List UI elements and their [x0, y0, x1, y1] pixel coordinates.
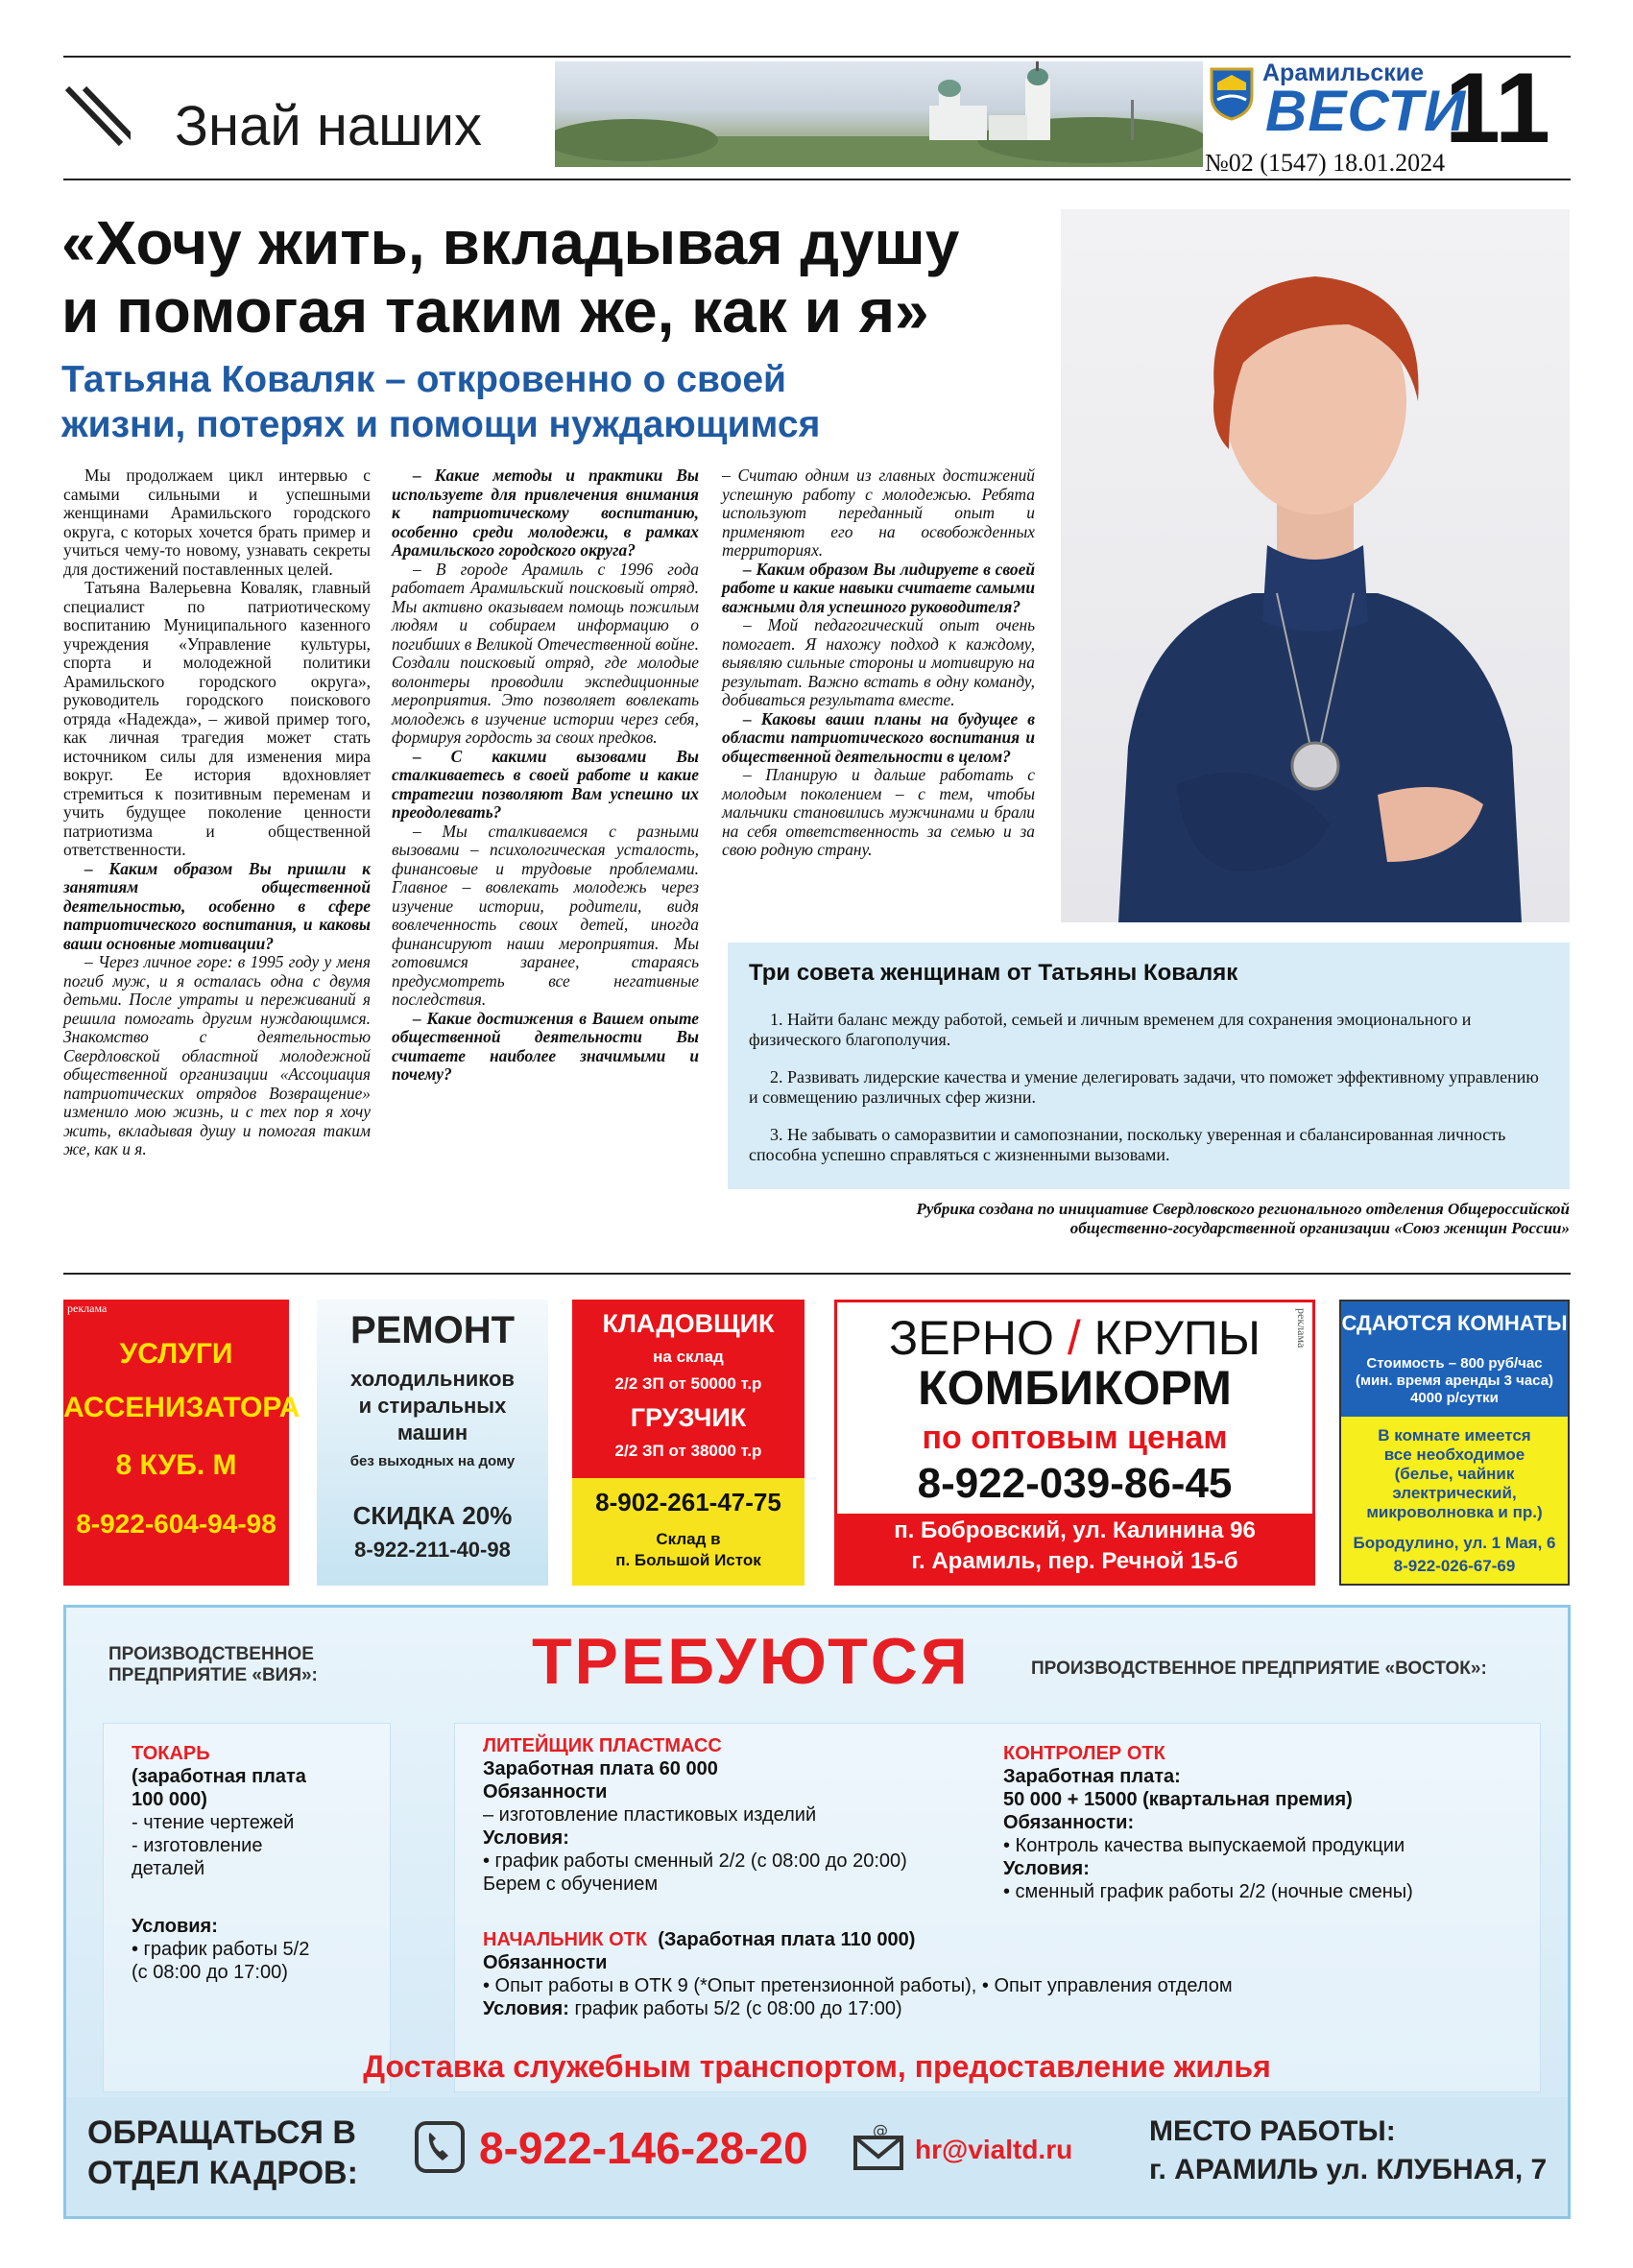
ad5-title: СДАЮТСЯ КОМНАТЫ: [1341, 1311, 1568, 1335]
nach-cond1: график работы 5/2 (с 08:00 до 17:00): [574, 1998, 902, 2019]
ad2-phone: 8-922-211-40-98: [354, 1538, 511, 1562]
ad4-address1: п. Бобровский, ул. Калинина 96: [894, 1517, 1256, 1543]
article-title-line1: «Хочу жить, вкладывая душу: [61, 208, 960, 277]
ad3-line5: п. Большой Исток: [615, 1551, 761, 1569]
answer-1: – Через личное горе: в 1995 году у меня погиб муж, и я осталась одна с двумя детьми. После утраты и переживаний я решила помогать другим нуждающимся. Знакомство с деятельностью Свердловской областной молодежной общественной организации «Ассоциация патриотических отрядов Возвращение» изменило мою жизнь, и с тех пор я хочу жить, вкладывая душу и помогая таким же, как и я.: [63, 952, 371, 1158]
tokar-cond2: (с 08:00 до 17:00): [132, 1962, 288, 1983]
ad4-cereals: КРУПЫ: [1093, 1311, 1261, 1365]
tip-2: 2. Развивать лидерские качества и умение делегировать задачи, что поможет эффективному управлению и совмещению различных сфер жизни.: [749, 1067, 1539, 1107]
ad3-title1: КЛАДОВЩИК: [602, 1309, 775, 1338]
ad2-line3: машин: [396, 1420, 468, 1444]
ad4-grain: ЗЕРНО: [889, 1311, 1054, 1365]
tips-title: Три совета женщинам от Татьяны Коваляк: [749, 960, 1238, 986]
company-right: ПРОИЗВОДСТВЕННОЕ ПРЕДПРИЯТИЕ «ВОСТОК»:: [1031, 1659, 1487, 1679]
ad1-line3: 8 КУБ. М: [115, 1449, 237, 1481]
article-column-2: [392, 466, 699, 1085]
kontr-salary-label: Заработная плата:: [1003, 1766, 1181, 1787]
ad2-line4: без выходных на дому: [349, 1453, 516, 1469]
ad4-phone: 8-922-039-86-45: [917, 1460, 1233, 1507]
tokar-cond1: • график работы 5/2: [132, 1939, 310, 1960]
kontr-cond: Условия:: [1003, 1858, 1090, 1879]
lit-duties: Обязанности: [483, 1781, 608, 1802]
tokar-salary2: 100 000): [132, 1789, 207, 1810]
rubric-slashes-icon: [63, 84, 131, 148]
woman-portrait-icon: [1061, 209, 1570, 922]
issue-info: №02 (1547) 18.01.2024: [1205, 149, 1446, 177]
nach-duty1: • Опыт работы в ОТК 9 (*Опыт претензионной работы), • Опыт управления отделом: [483, 1975, 1233, 1996]
ad3-line3: 2/2 ЗП от 38000 т.р: [614, 1442, 762, 1460]
ad4-label: реклама: [1295, 1308, 1309, 1349]
ad4-title1: [837, 1310, 1312, 1366]
answer-6: – Планирую и дальше работать с молодым поколением – с тем, чтобы мальчики становились мужчинами и брали на себя ответственность за семью и за свою родную страну.: [722, 765, 1035, 859]
article-column-1: [63, 466, 371, 1159]
answer-3: – Мы сталкиваемся с разными вызовами – психологическая усталость, финансовые и трудовые проблемами. Главное – вовлекать молодежь через изучение истории, родители, видя вовлеченность своих детей, иногда финансируют наши мероприятия. Мы готовимся заранее, стараясь предусмотреть все негативные последствия.: [392, 821, 699, 1009]
answer-2: – В городе Арамиль с 1996 года работает Арамильский поисковый отряд. Мы активно оказываем помощь пожилым людям и собираем информацию о погибших в Великой Отечественной войне. Создали поисковый отряд, где молодые волонтеры проводили экспедиционные мероприятия. Это позволяет вовлекать молодежь в изучение истории через себя, формируя гордость за своих предков.: [392, 559, 699, 747]
ad3-title2: ГРУЗЧИК: [630, 1403, 747, 1432]
ad1-line2: АССЕНИЗАТОРА: [63, 1392, 300, 1423]
answer-5: – Мой педагогический опыт очень помогает. Я нахожу подход к каждому, выявляю сильные стороны и мотивирую на результат. Важно встать в одну команду, добиваться результата вместе.: [722, 615, 1035, 709]
company-left: [108, 1644, 318, 1686]
ad-label: реклама: [67, 1301, 108, 1315]
ad2-line1: холодильников: [350, 1367, 515, 1391]
answer-4: – Считаю одним из главных достижений успешную работу с молодежью. Ребята используют переданный опыт и применяют его на освобожденных территориях.: [722, 466, 1035, 560]
nach-title: НАЧАЛЬНИК ОТК: [483, 1929, 648, 1950]
ad-appliance-repair: [317, 1300, 548, 1586]
church-skyline-icon: [555, 61, 1203, 167]
kontr-duty1: • Контроль качества выпускаемой продукции: [1003, 1835, 1405, 1856]
company-left-line2: ПРЕДПРИЯТИЕ «ВИЯ»:: [108, 1665, 318, 1685]
email-icon: [852, 2122, 905, 2172]
ad5-desc5: микроволновка и пр.): [1366, 1503, 1543, 1521]
tokar-cond: Условия:: [132, 1916, 218, 1937]
ad3-line1: на склад: [653, 1348, 724, 1366]
intro-paragraph: Мы продолжаем цикл интервью с самыми сильными и успешными женщинами Арамильского городского округа, с которых хочется брать пример и учиться чему-то новому, узнавать секреты для достижений поставленных целей.: [63, 466, 371, 579]
ad3-line2: 2/2 ЗП от 50000 т.р: [614, 1374, 762, 1393]
job-kontroler: [1003, 1742, 1413, 1903]
work-place: [1149, 2113, 1547, 2189]
ad5-price3: 4000 р/сутки: [1410, 1390, 1499, 1406]
nach-cond: Условия:: [483, 1998, 569, 2019]
tips-box: [728, 943, 1570, 1189]
phone-icon: [414, 2120, 466, 2174]
ad5-desc3: (белье, чайник: [1394, 1465, 1515, 1483]
ad5-price2: (мин. время аренды 3 часа): [1355, 1373, 1554, 1389]
ad3-line4: Склад в: [656, 1530, 721, 1548]
question-2: – Какие методы и практики Вы используете для привлечения внимания к патриотическому воспитанию, особенно среди молодежи, в рамках Арамильского городского округа?: [392, 466, 699, 560]
question-3: – С какими вызовами Вы сталкиваетесь в своей работе и какие стратегии позволяют Вам успешно их преодолевать?: [392, 746, 699, 822]
nach-duties: Обязанности: [483, 1952, 608, 1973]
article-subtitle: [61, 357, 1050, 447]
jobs-ad: [63, 1605, 1571, 2219]
tokar-title: ТОКАРЬ: [132, 1743, 210, 1764]
question-1: – Каким образом Вы пришли к занятиям общественной деятельностью, особенно в сфере патриотического воспитания, и каковы ваши основные мотивации?: [63, 858, 371, 953]
ad4-wholesale: по оптовым ценам: [922, 1420, 1228, 1456]
header-landscape-image: [555, 61, 1203, 167]
contact-line1: ОБРАЩАТЬСЯ В: [87, 2114, 356, 2151]
job-liteyshik: [483, 1734, 907, 1896]
nach-salary: (Заработная плата 110 000): [658, 1929, 916, 1950]
ad5-price1: Стоимость – 800 руб/час: [1366, 1355, 1543, 1372]
ad4-slash: /: [1067, 1311, 1081, 1365]
ad5-address: Бородулино, ул. 1 Мая, 6: [1353, 1534, 1556, 1552]
ad2-discount: СКИДКА 20%: [352, 1501, 513, 1530]
ad-grain-feed: [834, 1300, 1315, 1586]
delivery-note: Доставка служебным транспортом, предоставление жилья: [363, 2049, 1271, 2084]
credit-line1: Рубрика создана по инициативе Свердловского регионального отделения Общероссийской: [916, 1200, 1570, 1218]
tip-1: 1. Найти баланс между работой, семьей и личным временем для сохранения эмоционального и физического благополучия.: [749, 1010, 1472, 1049]
ad5-phone: 8-922-026-67-69: [1393, 1557, 1516, 1575]
kontr-title: КОНТРОЛЕР ОТК: [1003, 1743, 1165, 1764]
tokar-duty1: - чтение чертежей: [132, 1812, 295, 1833]
lit-salary: Заработная плата 60 000: [483, 1758, 718, 1779]
credit-line2: общественно-государственной организации «Союз женщин России»: [1069, 1219, 1570, 1237]
town-crest-icon: [1208, 61, 1256, 121]
rubric-credit: [739, 1200, 1570, 1238]
lit-duty1: – изготовление пластиковых изделий: [483, 1804, 817, 1826]
tokar-duty3: деталей: [132, 1858, 205, 1879]
portrait-photo: [1061, 209, 1570, 922]
ad3-phone: 8-902-261-47-75: [595, 1488, 781, 1516]
tip-3: 3. Не забывать о саморазвитии и самопознании, поскольку уверенная и сбалансированная личность способна успешно справляться с жизненными вызовами.: [749, 1125, 1506, 1164]
ad-sewage-service: [63, 1300, 300, 1586]
bio-paragraph: Татьяна Валерьевна Коваляк, главный специалист по патриотическому воспитанию Муниципального казенного учреждения «Управление культуры, спорта и молодежной политики Арамильского городского округа», руководитель городского поискового отряда «Надежда», – живой пример того, как личная трагедия может стать источником силы для изменения мира вокруг. Ее история вдохновляет стремиться к позитивным переменам и учить будущее поколение ценности патриотизма и общественной ответственности.: [63, 578, 371, 859]
ad4-title2: КОМБИКОРМ: [918, 1361, 1232, 1415]
place-line1: МЕСТО РАБОТЫ:: [1149, 2115, 1396, 2147]
ad5-desc4: электрический,: [1392, 1484, 1517, 1502]
svg-text:@: @: [873, 2122, 888, 2139]
article-title-line2: и помогая таким же, как и я»: [61, 276, 929, 346]
ad2-line2: и стиральных: [358, 1394, 507, 1418]
lit-cond1: • график работы сменный 2/2 (с 08:00 до 20:00): [483, 1850, 907, 1872]
header-bottom-rule: [63, 179, 1571, 180]
kontr-cond1: • сменный график работы 2/2 (ночные смены): [1003, 1881, 1413, 1902]
ad1-line1: УСЛУГИ: [119, 1338, 233, 1370]
ads-top-rule: [63, 1273, 1571, 1275]
question-5: – Каким образом Вы лидируете в своей работе и какие навыки считаете самыми важными для успешного руководителя?: [722, 559, 1035, 616]
ad2-title: РЕМОНТ: [349, 1309, 516, 1351]
logo-top-text: Арамильские: [1262, 60, 1425, 86]
article-subtitle-line1: Татьяна Коваляк – откровенно о своей: [61, 359, 786, 400]
tokar-salary1: (заработная плата: [132, 1766, 306, 1787]
ad4-address2: г. Арамиль, пер. Речной 15-б: [911, 1548, 1238, 1574]
tokar-duty2: - изготовление: [132, 1835, 263, 1856]
page-number: 11: [1445, 53, 1550, 164]
job-tokar: [132, 1742, 309, 1984]
ad5-desc2: все необходимое: [1383, 1445, 1525, 1464]
question-6: – Каковы ваши планы на будущее в области патриотического воспитания и общественной деятельности в целом?: [722, 708, 1035, 766]
ad5-desc1: В комнате имеется: [1378, 1426, 1531, 1444]
article-title: [61, 209, 1050, 346]
hr-phone[interactable]: 8-922-146-28-20: [479, 2123, 808, 2173]
rubric-title: Знай наших: [175, 95, 483, 157]
ad-warehouse-jobs: [572, 1300, 804, 1586]
logo-main-text: ВЕСТИ: [1265, 79, 1467, 143]
contact-hr: [87, 2113, 358, 2193]
contact-line2: ОТДЕЛ КАДРОВ:: [87, 2155, 358, 2191]
job-nachalnik: [483, 1928, 1233, 2020]
place-line2: г. АРАМИЛЬ ул. КЛУБНАЯ, 7: [1149, 2154, 1548, 2185]
top-rule: [63, 56, 1571, 58]
lit-title: ЛИТЕЙЩИК ПЛАСТМАСС: [483, 1735, 722, 1756]
kontr-salary: 50 000 + 15000 (квартальная премия): [1003, 1789, 1353, 1810]
hr-email[interactable]: hr@vialtd.ru: [915, 2135, 1073, 2164]
article-subtitle-line2: жизни, потерях и помощи нуждающимся: [61, 404, 821, 445]
article-column-3: [722, 466, 1035, 860]
lit-cond: Условия:: [483, 1827, 569, 1849]
kontr-duties: Обязанности:: [1003, 1812, 1135, 1833]
company-left-line1: ПРОИЗВОДСТВЕННОЕ: [108, 1644, 314, 1664]
ad1-phone: 8-922-604-94-98: [76, 1509, 276, 1539]
question-4: – Какие достижения в Вашем опыте общественной деятельности Вы считаете наиболее значимыми и почему?: [392, 1008, 699, 1084]
jobs-title: ТРЕБУЮТСЯ: [532, 1625, 971, 1698]
lit-cond2: Берем с обучением: [483, 1874, 659, 1895]
ad-rooms-rent: [1339, 1300, 1570, 1586]
